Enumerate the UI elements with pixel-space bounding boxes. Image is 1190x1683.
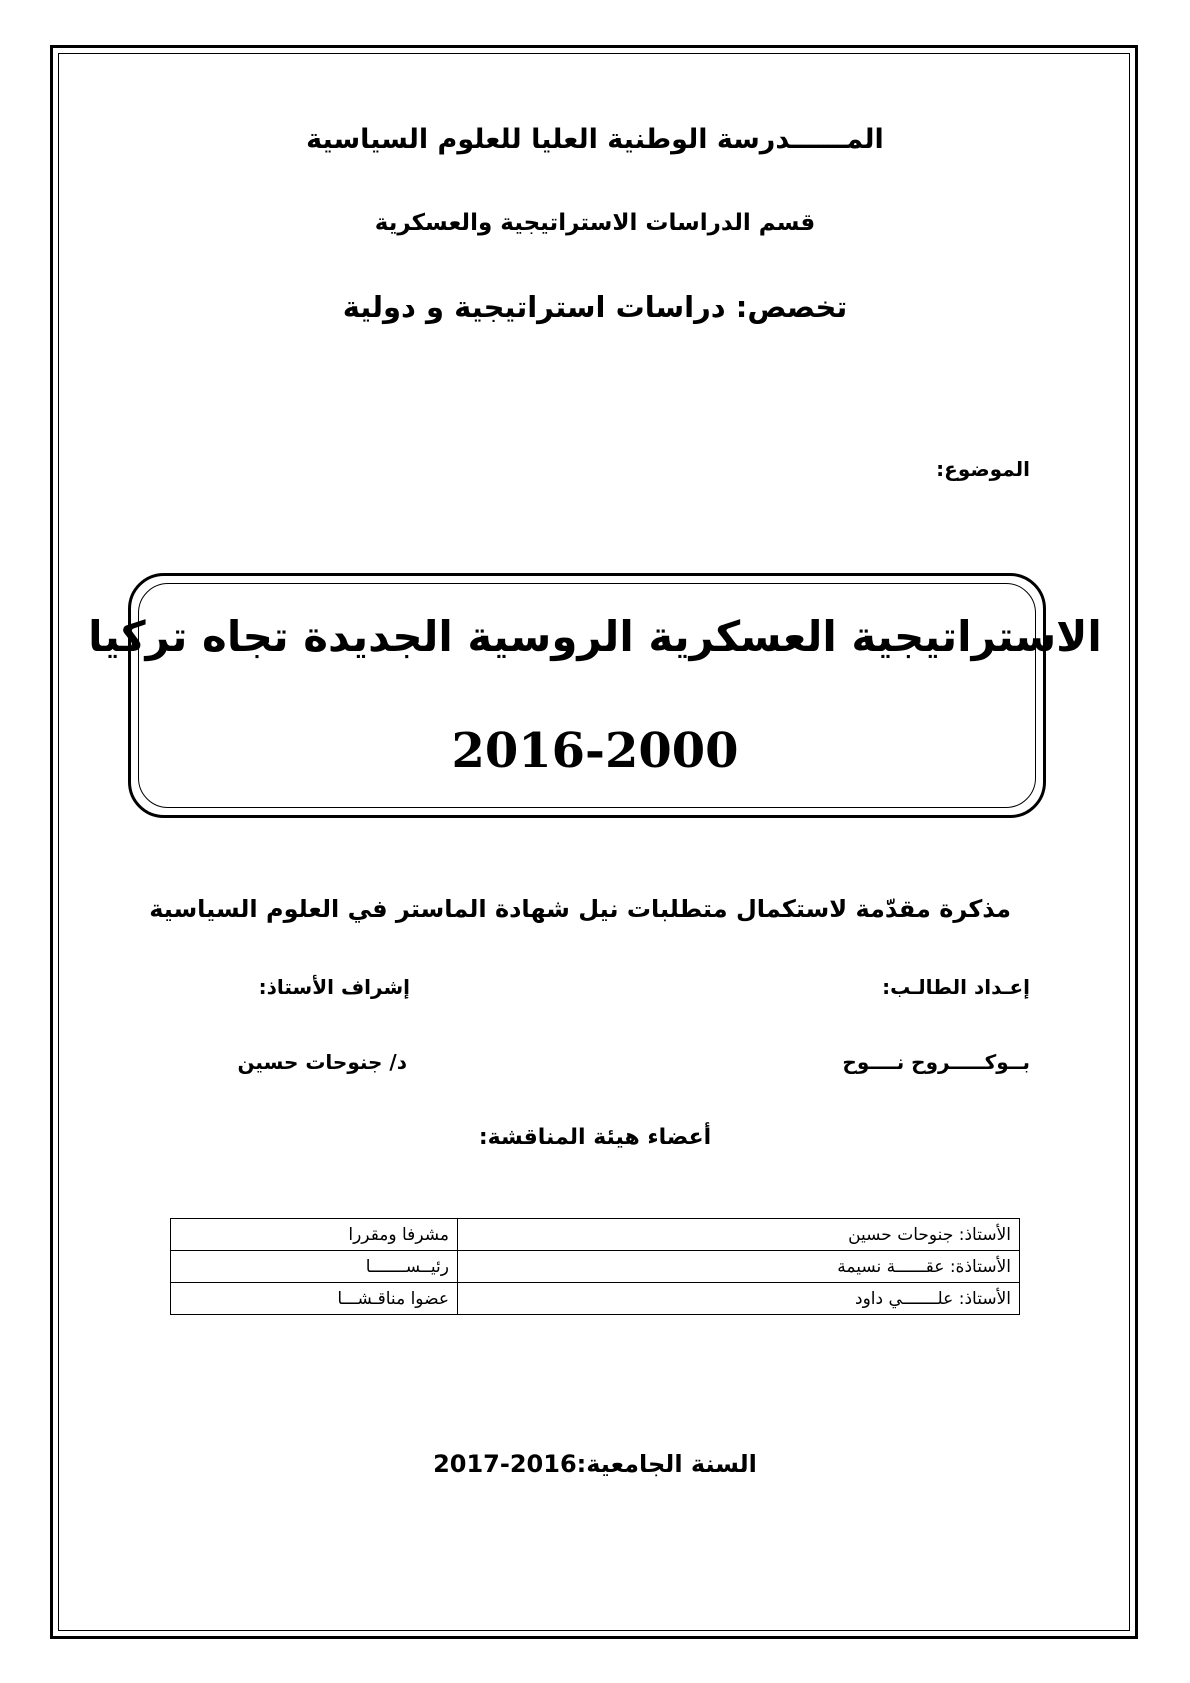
supervisor-name: د/ جنوحات حسين bbox=[237, 1050, 407, 1074]
committee-member-role: عضوا مناقـشـــا bbox=[171, 1283, 458, 1315]
subject-label: الموضوع: bbox=[936, 457, 1030, 481]
thesis-title: الاستراتيجية العسكرية الروسية الجديدة تجاه تركيا bbox=[88, 612, 1102, 661]
table-row bbox=[171, 1219, 1020, 1251]
student-name: بــوكـــــروح نــــوح bbox=[842, 1050, 1030, 1074]
student-label: إعـداد الطالـب: bbox=[882, 975, 1030, 999]
committee-member-role: رئيــســـــــا bbox=[171, 1251, 458, 1283]
thesis-years: 2016-2000 bbox=[451, 723, 739, 779]
committee-member-name: الأستاذ: علـــــــي داود bbox=[457, 1283, 1019, 1315]
committee-label: أعضاء هيئة المناقشة: bbox=[478, 1125, 712, 1150]
academic-year: السنة الجامعية:2016-2017 bbox=[433, 1450, 757, 1478]
table-row bbox=[171, 1251, 1020, 1283]
committee-member-role: مشرفا ومقررا bbox=[171, 1219, 458, 1251]
table-row bbox=[171, 1283, 1020, 1315]
memo-description: مذكرة مقدّمة لاستكمال متطلبات نيل شهادة الماستر في العلوم السياسية bbox=[149, 895, 1011, 923]
committee-table bbox=[170, 1218, 1020, 1315]
department-name: قسم الدراسات الاستراتيجية والعسكرية bbox=[374, 210, 816, 236]
supervisor-label: إشراف الأستاذ: bbox=[258, 975, 410, 999]
school-name: المــــــدرسة الوطنية العليا للعلوم السياسية bbox=[306, 124, 884, 155]
committee-member-name: الأستاذ: جنوحات حسين bbox=[457, 1219, 1019, 1251]
specialty: تخصص: دراسات استراتيجية و دولية bbox=[342, 290, 848, 324]
committee-member-name: الأستاذة: عقــــــة نسيمة bbox=[457, 1251, 1019, 1283]
